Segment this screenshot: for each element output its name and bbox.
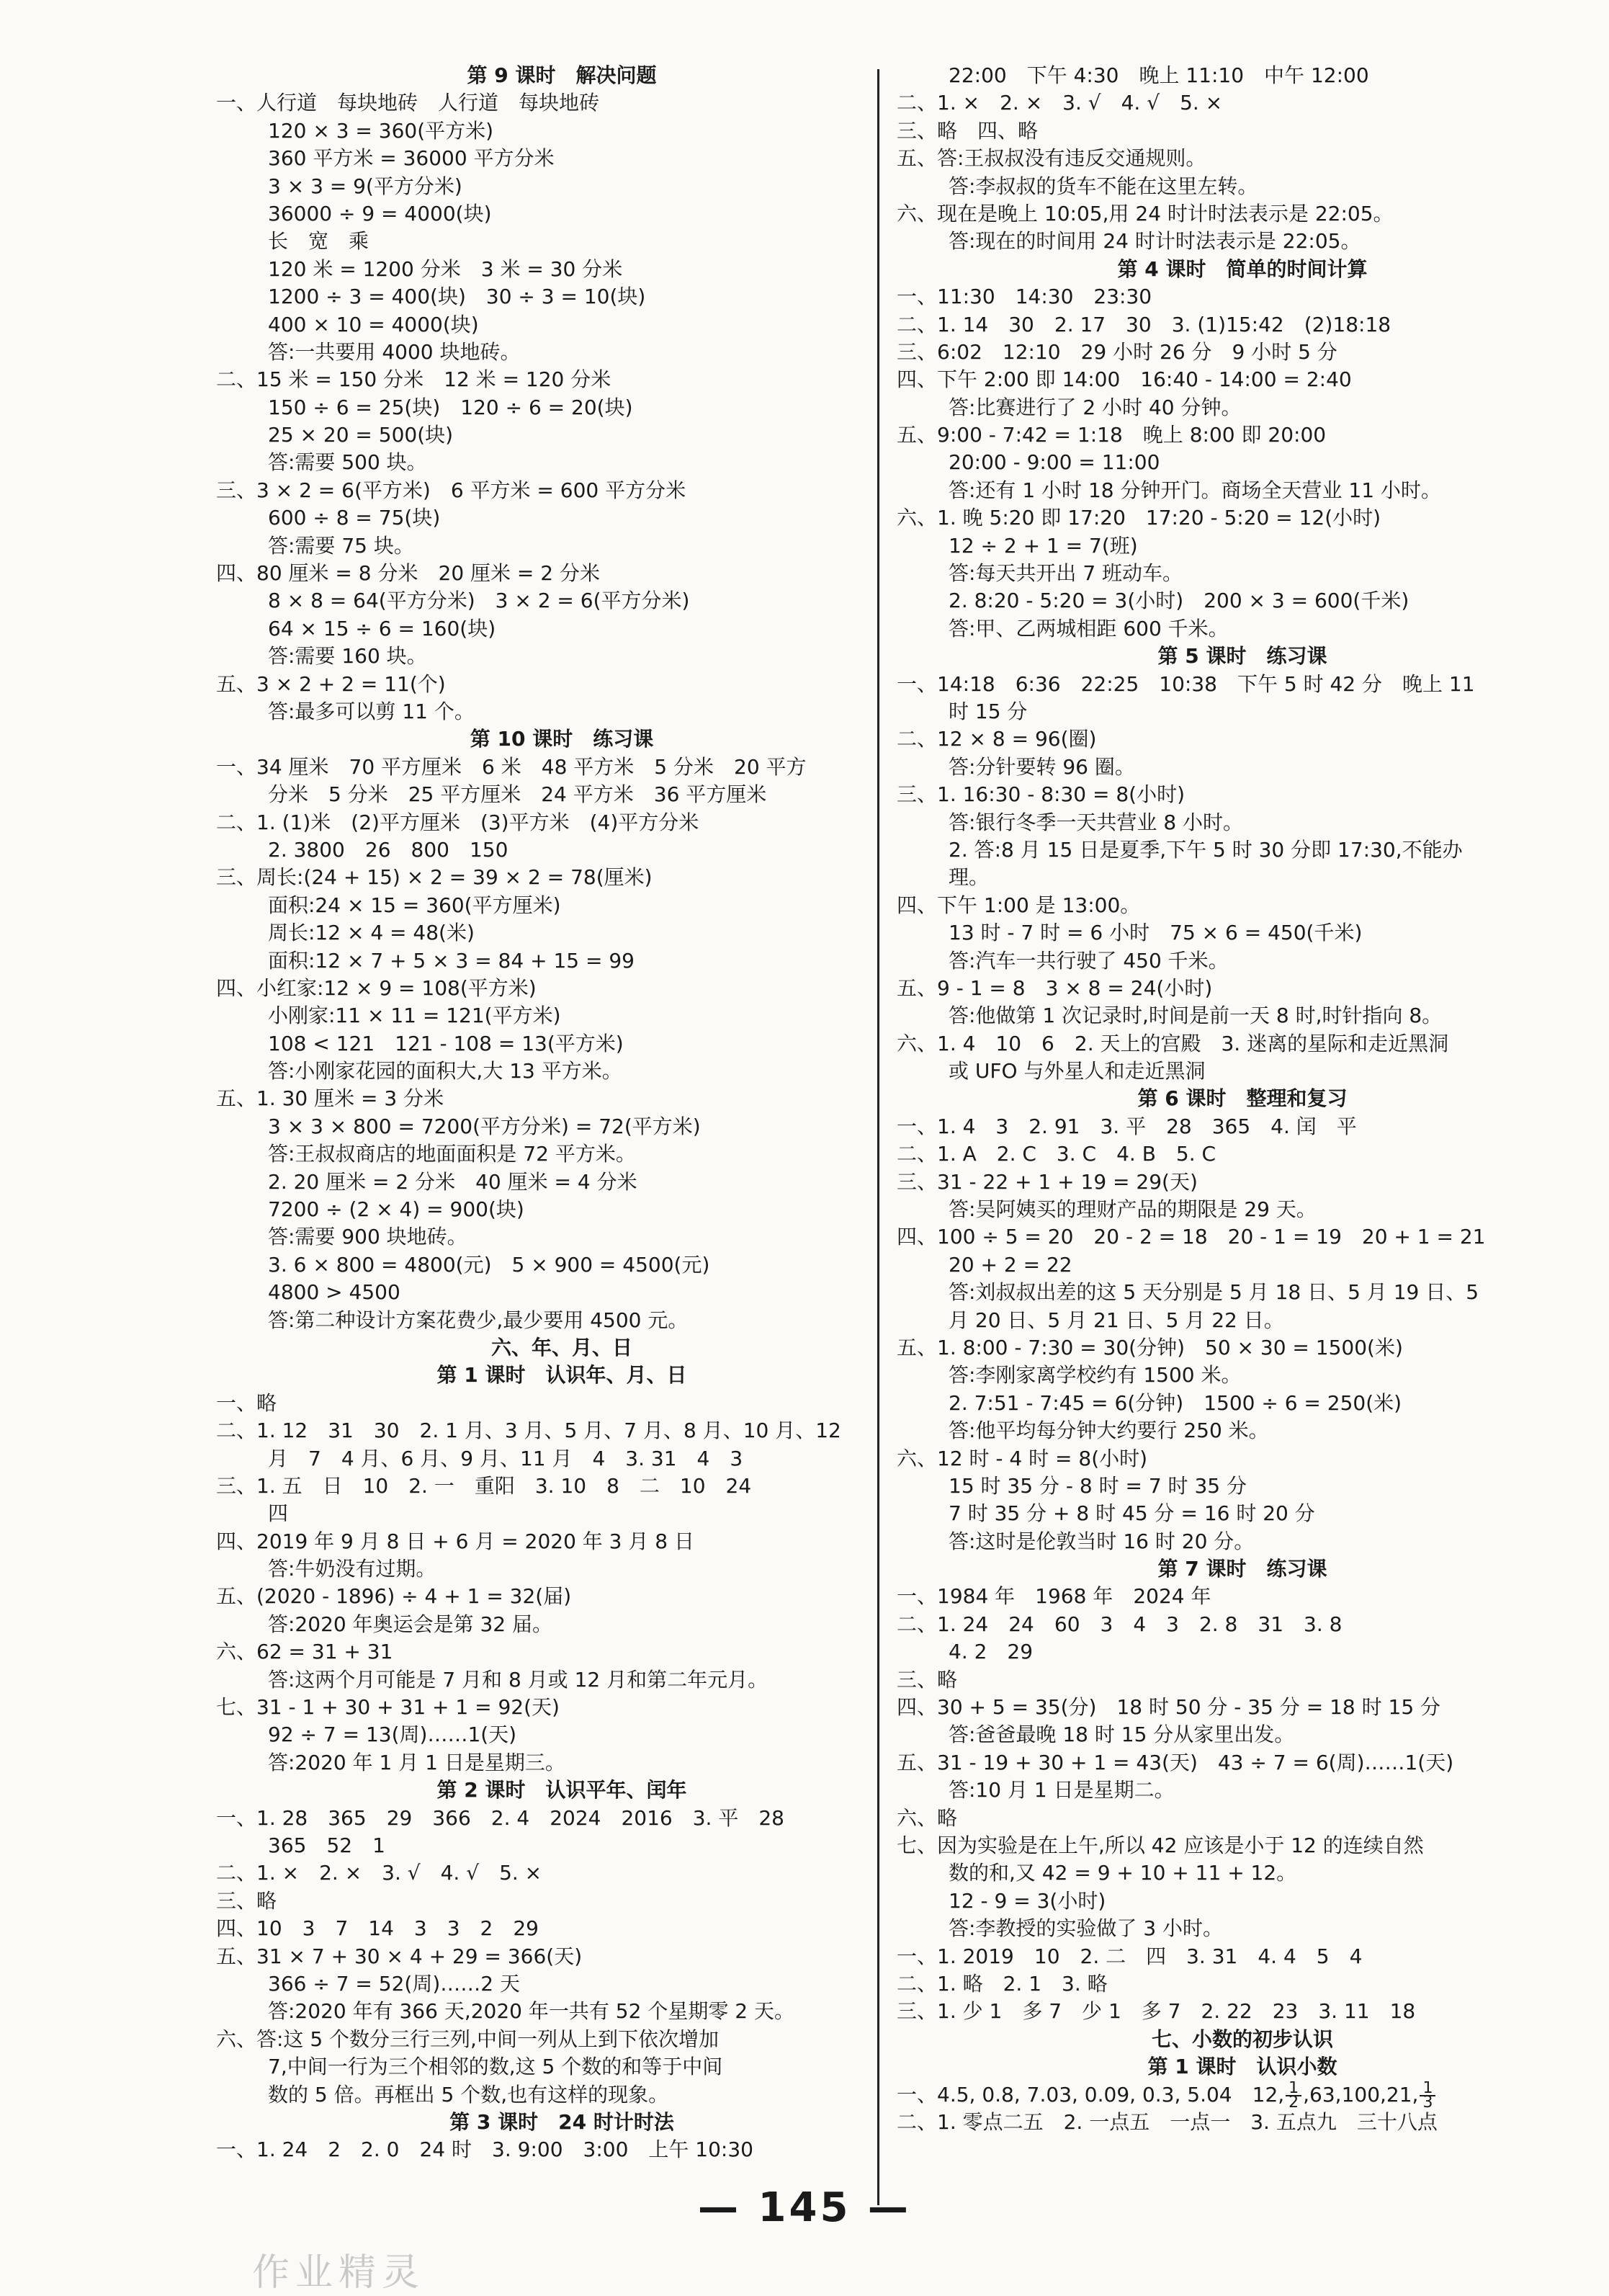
answer-line: 四、80 厘米 = 8 分米 20 厘米 = 2 分米 [216,561,601,586]
answer-line: 六、现在是晚上 10:05,用 24 时计时法表示是 22:05。 [897,201,1394,225]
answer-line: 答:刘叔叔出差的这 5 天分别是 5 月 18 日、5 月 19 日、5 [949,1280,1479,1305]
answer-line: 答:李叔叔的货车不能在这里左转。 [949,174,1258,198]
answer-line: 长 宽 乘 [268,229,369,254]
answer-line: 三、1. 五 日 10 2. 一 重阳 3. 10 8 二 10 24 [216,1473,752,1498]
answer-line: 答:2020 年奥运会是第 32 届。 [268,1612,553,1636]
answer-line: 365 52 1 [268,1833,385,1857]
answer-line: 答:他做第 1 次记录时,时间是前一天 8 时,时针指向 8。 [949,1004,1443,1028]
answer-line: 五、3 × 2 + 2 = 11(个) [216,671,446,696]
answer-line: 月 20 日、5 月 21 日、5 月 22 日。 [949,1308,1284,1332]
answer-line: 2. 8:20 - 5:20 = 3(小时) 200 × 3 = 600(千米) [949,589,1409,613]
answer-line: 三、31 - 22 + 1 + 19 = 29(天) [897,1169,1198,1194]
answer-line: 答:需要 500 块。 [268,450,427,475]
answer-line: 四、2019 年 9 月 8 日 + 6 月 = 2020 年 3 月 8 日 [216,1529,695,1553]
answer-line: 二、15 米 = 150 分米 12 米 = 120 分米 [216,367,611,392]
answer-line: 答:这时是伦敦当时 16 时 20 分。 [949,1529,1255,1553]
answer-line: 答:牛奶没有过期。 [268,1557,436,1581]
answer-line: 360 平方米 = 36000 平方分米 [268,146,555,171]
answer-line: 答:爸爸最晚 18 时 15 分从家里出发。 [949,1723,1295,1747]
answer-line: 一、1. 24 2 2. 0 24 时 3. 9:00 3:00 上午 10:30 [216,2138,753,2162]
left-column [216,62,907,2164]
answer-line: 二、12 × 8 = 96(圈) [897,727,1097,751]
section-heading: 第 1 课时 认识小数 [1147,2055,1337,2079]
answer-line: 二、1. 略 2. 1 3. 略 [897,1971,1108,1996]
answer-line: 三、6:02 12:10 29 小时 26 分 9 小时 5 分 [897,339,1337,364]
answer-line: 六、答:这 5 个数分三行三列,中间一列从上到下依次增加 [216,2027,719,2051]
answer-line: 六、1. 4 10 6 2. 天上的宫殿 3. 迷离的星际和走近黑洞 [897,1031,1449,1055]
answer-line: 答:小刚家花园的面积大,大 13 平方米。 [268,1059,622,1084]
answer-line: 二、1. (1)米 (2)平方厘米 (3)平方米 (4)平方分米 [216,810,699,834]
answer-line: 五、31 - 19 + 30 + 1 = 43(天) 43 ÷ 7 = 6(周)……1(天) [897,1750,1454,1774]
section-heading: 第 7 课时 练习课 [1157,1557,1327,1581]
answer-line: 4800 > 4500 [268,1280,400,1305]
page-number: — 145 — [698,2184,911,2231]
answer-line: 三、1. 16:30 - 8:30 = 8(小时) [897,782,1186,807]
answer-line: 五、1. 8:00 - 7:30 = 30(分钟) 50 × 30 = 1500(米) [897,1335,1403,1359]
answer-line: 二、1. A 2. C 3. C 4. B 5. C [897,1142,1216,1166]
answer-line: 三、略 四、略 [897,118,1039,143]
answer-line: 答:需要 75 块。 [268,533,414,558]
answer-line: 答:现在的时间用 24 时计时法表示是 22:05。 [949,229,1361,254]
answer-line: 二、1. × 2. × 3. √ 4. √ 5. × [897,91,1223,115]
answer-line: 400 × 10 = 4000(块) [268,312,479,336]
fraction-one-third: $\frac{1}{3}$ [1420,2082,1435,2109]
answer-line: 120 米 = 1200 分米 3 米 = 30 分米 [268,256,623,281]
answer-line: 五、9 - 1 = 8 3 × 8 = 24(小时) [897,975,1213,1000]
answer-line: 答:李刚家离学校约有 1500 米。 [949,1363,1242,1388]
watermark: 作业精灵 [252,2251,426,2295]
answer-line: 理。 [949,865,990,890]
section-heading: 第 10 课时 练习课 [470,727,654,751]
answer-line: 一、1984 年 1968 年 2024 年 [897,1584,1211,1609]
section-heading: 六、年、月、日 [490,1335,632,1359]
answer-line: 36000 ÷ 9 = 4000(块) [268,201,492,225]
fraction-one-half: $\frac{1}{2}$ [1286,2082,1301,2109]
answer-line: 六、1. 晚 5:20 即 17:20 17:20 - 5:20 = 12(小时) [897,506,1381,530]
answer-line: 小刚家:11 × 11 = 121(平方米) [268,1004,561,1028]
answer-line: 七、因为实验是在上午,所以 42 应该是小于 12 的连续自然 [897,1833,1424,1857]
answer-line: 三、1. 少 1 多 7 少 1 多 7 2. 22 23 3. 11 18 [897,1999,1416,2024]
answer-line: 一、34 厘米 70 平方厘米 6 米 48 平方米 5 分米 20 平方 [216,754,807,779]
answer-line: 2. 3800 26 800 150 [268,837,508,862]
answer-line: 五、9:00 - 7:42 = 1:18 晚上 8:00 即 20:00 [897,423,1327,447]
answer-line: 答:王叔叔商店的地面面积是 72 平方米。 [268,1142,636,1166]
answer-line: 8 × 8 = 64(平方分米) 3 × 2 = 6(平方分米) [268,589,690,613]
answer-line: 答:2020 年 1 月 1 日是星期三。 [268,1750,565,1774]
answer-line: 数的 5 倍。再框出 5 个数,也有这样的现象。 [268,2082,669,2107]
answer-line: 月 7 4 月、6 月、9 月、11 月 4 3. 31 4 3 [268,1446,743,1470]
answer-line: 3. 6 × 800 = 4800(元) 5 × 900 = 4500(元) [268,1252,710,1277]
answer-line: 600 ÷ 8 = 75(块) [268,506,441,530]
section-heading: 七、小数的初步认识 [1151,2027,1333,2051]
answer-line: 12 - 9 = 3(小时) [949,1888,1106,1913]
answer-line: 答:10 月 1 日是星期二。 [949,1778,1175,1803]
answer-line: 7200 ÷ (2 × 4) = 900(块) [268,1197,524,1222]
answer-line: 20:00 - 9:00 = 11:00 [949,450,1160,475]
answer-line: 64 × 15 ÷ 6 = 160(块) [268,616,496,640]
section-heading: 第 6 课时 整理和复习 [1137,1086,1348,1111]
answer-line: 七、31 - 1 + 30 + 31 + 1 = 92(天) [216,1695,560,1720]
answer-line: 3 × 3 × 800 = 7200(平方分米) = 72(平方米) [268,1114,701,1138]
answer-line: 六、12 时 - 4 时 = 8(小时) [897,1446,1148,1470]
answer-line: 答:吴阿姨买的理财产品的期限是 29 天。 [949,1197,1317,1222]
answer-line: 答:甲、乙两城相距 600 千米。 [949,616,1229,640]
right-column [897,62,1588,2136]
answer-line: 六、略 [897,1805,958,1830]
answer-line: 一、11:30 14:30 23:30 [897,285,1152,309]
answer-line: 四、小红家:12 × 9 = 108(平方米) [216,975,537,1000]
answer-line: 答:李教授的实验做了 3 小时。 [949,1916,1224,1941]
answer-line: 五、1. 30 厘米 = 3 分米 [216,1086,444,1111]
answer-line: 三、略 [216,1888,277,1913]
answer-line: 答:他平均每分钟大约要行 250 米。 [949,1419,1269,1443]
answer-line: 答:第二种设计方案花费少,最少要用 4500 元。 [268,1308,689,1332]
answer-line: 25 × 20 = 500(块) [268,423,454,447]
answer-line: 答:最多可以剪 11 个。 [268,699,475,723]
answer-line: 周长:12 × 4 = 48(米) [268,921,475,945]
answer-line: 四、100 ÷ 5 = 20 20 - 2 = 18 20 - 1 = 19 20 + 1 = 21 [897,1225,1486,1249]
answer-line: 二、1. 零点二五 2. 一点五 一点一 3. 五点九 三十八点 [897,2109,1438,2134]
answer-line: 22:00 下午 4:30 晚上 11:10 中午 12:00 [949,63,1369,87]
answer-line: 3 × 3 = 9(平方分米) [268,174,462,198]
answer-line: 五、答:王叔叔没有违反交通规则。 [897,146,1206,171]
answer-line: 12 ÷ 2 + 1 = 7(班) [949,533,1138,558]
column-divider [877,69,879,2205]
answer-line: 三、略 [897,1667,958,1692]
answer-line: 一、1. 28 365 29 366 2. 4 2024 2016 3. 平 28 [216,1805,784,1830]
answer-line: 20 + 2 = 22 [949,1252,1072,1277]
section-heading: 第 3 课时 24 时计时法 [449,2109,674,2134]
answer-line: 二、1. 12 31 30 2. 1 月、3 月、5 月、7 月、8 月、10 月、12 [216,1419,841,1443]
answer-line: 13 时 - 7 时 = 6 小时 75 × 6 = 450(千米) [949,921,1363,945]
answer-line: 366 ÷ 7 = 52(周)……2 天 [268,1971,520,1996]
answer-line: 答:分针要转 96 圈。 [949,754,1135,779]
answer-line: 二、1. 24 24 60 3 4 3 2. 8 31 3. 8 [897,1612,1343,1636]
section-heading: 第 4 课时 简单的时间计算 [1117,256,1368,281]
answer-line: 2. 答:8 月 15 日是夏季,下午 5 时 30 分即 17:30,不能办 [949,837,1463,862]
answer-line-fractions [897,2081,1588,2109]
answer-line: 答:每天共开出 7 班动车。 [949,561,1183,586]
frac-line-before: 一、4.5, 0.8, 7.03, 0.09, 0.3, 5.04 12, [897,2082,1285,2107]
answer-line: 五、(2020 - 1896) ÷ 4 + 1 = 32(届) [216,1584,572,1609]
section-heading: 第 9 课时 解决问题 [467,63,657,87]
answer-line: 答:2020 年有 366 天,2020 年一共有 52 个星期零 2 天。 [268,1999,794,2024]
answer-line: 92 ÷ 7 = 13(周)……1(天) [268,1723,517,1747]
answer-line: 2. 20 厘米 = 2 分米 40 厘米 = 4 分米 [268,1169,637,1194]
answer-line: 四、下午 1:00 是 13:00。 [897,893,1141,917]
section-heading: 第 1 课时 认识年、月、日 [436,1363,687,1388]
answer-line: 面积:24 × 15 = 360(平方厘米) [268,893,561,917]
answer-line: 4. 2 29 [949,1640,1034,1664]
answer-line: 答:需要 900 块地砖。 [268,1225,467,1249]
answer-line: 六、62 = 31 + 31 [216,1640,393,1664]
answer-line: 1200 ÷ 3 = 400(块) 30 ÷ 3 = 10(块) [268,285,646,309]
answer-line: 一、1. 2019 10 2. 二 四 3. 31 4. 4 5 4 [897,1944,1363,1968]
answer-line: 120 × 3 = 360(平方米) [268,118,494,143]
answer-line: 五、31 × 7 + 30 × 4 + 29 = 366(天) [216,1944,583,1968]
frac-line-middle: ,63,100,21, [1303,2082,1419,2107]
answer-line: 答:一共要用 4000 块地砖。 [268,339,521,364]
answer-line: 7,中间一行为三个相邻的数,这 5 个数的和等于中间 [268,2055,723,2079]
answer-line: 一、略 [216,1390,277,1415]
answer-line: 二、1. × 2. × 3. √ 4. √ 5. × [216,1861,542,1885]
answer-line: 四、10 3 7 14 3 3 2 29 [216,1916,539,1941]
answer-line: 15 时 35 分 - 8 时 = 7 时 35 分 [949,1473,1247,1498]
answer-line: 答:比赛进行了 2 小时 40 分钟。 [949,395,1242,419]
answer-line: 三、周长:(24 + 15) × 2 = 39 × 2 = 78(厘米) [216,865,653,890]
section-heading: 第 2 课时 认识平年、闰年 [436,1778,687,1803]
answer-line: 四、下午 2:00 即 14:00 16:40 - 14:00 = 2:40 [897,367,1352,392]
answer-line: 7 时 35 分 + 8 时 45 分 = 16 时 20 分 [949,1501,1315,1526]
answer-line: 四 [268,1501,289,1526]
answer-line: 答:需要 160 块。 [268,644,427,669]
answer-line: 答:银行冬季一天共营业 8 小时。 [949,810,1244,834]
answer-line: 2. 7:51 - 7:45 = 6(分钟) 1500 ÷ 6 = 250(米) [949,1390,1402,1415]
answer-line: 150 ÷ 6 = 25(块) 120 ÷ 6 = 20(块) [268,395,633,419]
answer-line: 四、30 + 5 = 35(分) 18 时 50 分 - 35 分 = 18 时 15 分 [897,1695,1441,1720]
answer-line: 或 UFO 与外星人和走近黑洞 [949,1059,1206,1084]
answer-line: 数的和,又 42 = 9 + 10 + 11 + 12。 [949,1861,1297,1885]
answer-line: 分米 5 分米 25 平方厘米 24 平方米 36 平方厘米 [268,782,767,807]
answer-line: 答:汽车一共行驶了 450 千米。 [949,948,1229,973]
answer-line: 三、3 × 2 = 6(平方米) 6 平方米 = 600 平方分米 [216,478,686,502]
answer-line: 面积:12 × 7 + 5 × 3 = 84 + 15 = 99 [268,948,635,973]
answer-line: 答:这两个月可能是 7 月和 8 月或 12 月和第二年元月。 [268,1667,768,1692]
section-heading: 第 5 课时 练习课 [1157,644,1327,669]
answer-line: 时 15 分 [949,699,1028,723]
answer-line: 一、14:18 6:36 22:25 10:38 下午 5 时 42 分 晚上 11 [897,671,1475,696]
answer-line: 108 < 121 121 - 108 = 13(平方米) [268,1031,624,1055]
answer-line: 答:还有 1 小时 18 分钟开门。商场全天营业 11 小时。 [949,478,1441,502]
answer-line: 二、1. 14 30 2. 17 30 3. (1)15:42 (2)18:18 [897,312,1391,336]
answer-line: 一、人行道 每块地砖 人行道 每块地砖 [216,91,600,115]
answer-line: 一、1. 4 3 2. 91 3. 平 28 365 4. 闰 平 [897,1114,1357,1138]
